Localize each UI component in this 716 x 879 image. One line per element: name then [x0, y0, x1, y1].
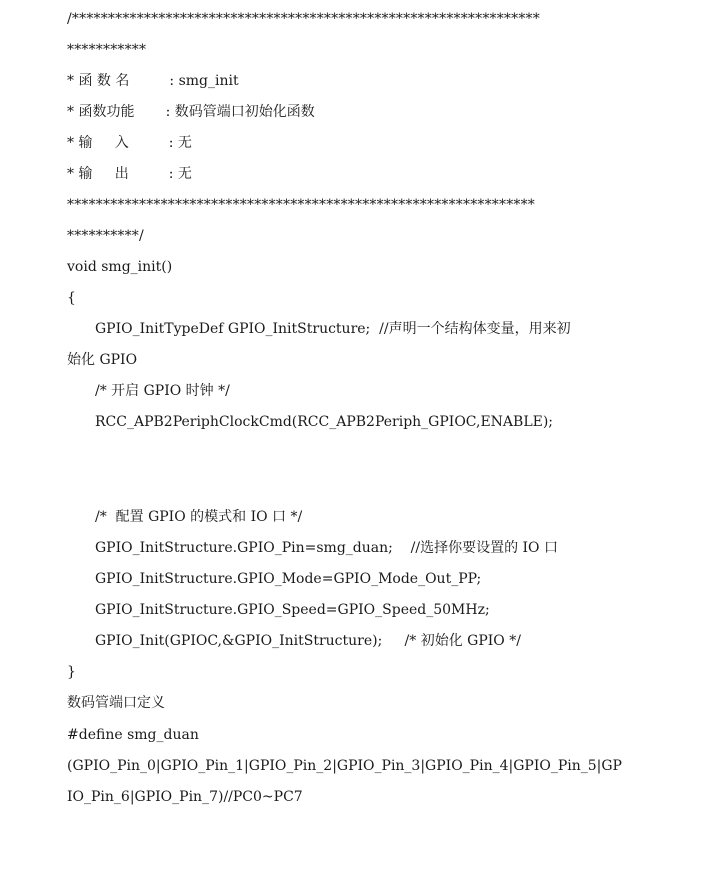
comment-function-purpose: * 函数功能 : 数码管端口初始化函数 [67, 104, 315, 120]
comment-output: * 输 出 : 无 [67, 166, 192, 182]
close-brace: } [67, 664, 76, 680]
code-define-value-cont: IO_Pin_6|GPIO_Pin_7)//PC0~PC7 [67, 789, 303, 805]
function-signature: void smg_init() [67, 259, 173, 275]
comment-border-bottom-cont: **********/ [67, 228, 144, 244]
section-heading: 数码管端口定义 [67, 695, 165, 711]
code-comment-clock: /* 开启 GPIO 时钟 */ [95, 383, 230, 399]
code-define-value: (GPIO_Pin_0|GPIO_Pin_1|GPIO_Pin_2|GPIO_Pin_3|GPIO_Pin_4|GPIO_Pin_5|GP [67, 758, 622, 774]
comment-border-top-cont: *********** [67, 42, 147, 58]
comment-border-bottom: ***************************************************************** [67, 197, 535, 213]
code-gpio-pin: GPIO_InitStructure.GPIO_Pin=smg_duan; //选择你要设置的 IO 口 [95, 540, 558, 556]
code-gpio-init: GPIO_Init(GPIOC,&GPIO_InitStructure); /* 初始化 GPIO */ [95, 633, 521, 649]
code-clock-enable: RCC_APB2PeriphClockCmd(RCC_APB2Periph_GPIOC,ENABLE); [95, 414, 554, 430]
comment-input: * 输 入 : 无 [67, 135, 192, 151]
code-struct-declaration-cont: 始化 GPIO [67, 352, 138, 368]
code-gpio-speed: GPIO_InitStructure.GPIO_Speed=GPIO_Speed_50MHz; [95, 602, 490, 618]
open-brace: { [67, 290, 76, 306]
comment-function-name: * 函 数 名 : smg_init [67, 73, 239, 89]
code-struct-declaration: GPIO_InitTypeDef GPIO_InitStructure; //声明一个结构体变量，用来初 [95, 321, 571, 337]
code-gpio-mode: GPIO_InitStructure.GPIO_Mode=GPIO_Mode_Out_PP; [95, 571, 482, 587]
comment-border-top: /***************************************************************** [67, 11, 540, 27]
code-comment-config: /* 配置 GPIO 的模式和 IO 口 */ [95, 509, 303, 525]
code-define: #define smg_duan [67, 727, 199, 743]
